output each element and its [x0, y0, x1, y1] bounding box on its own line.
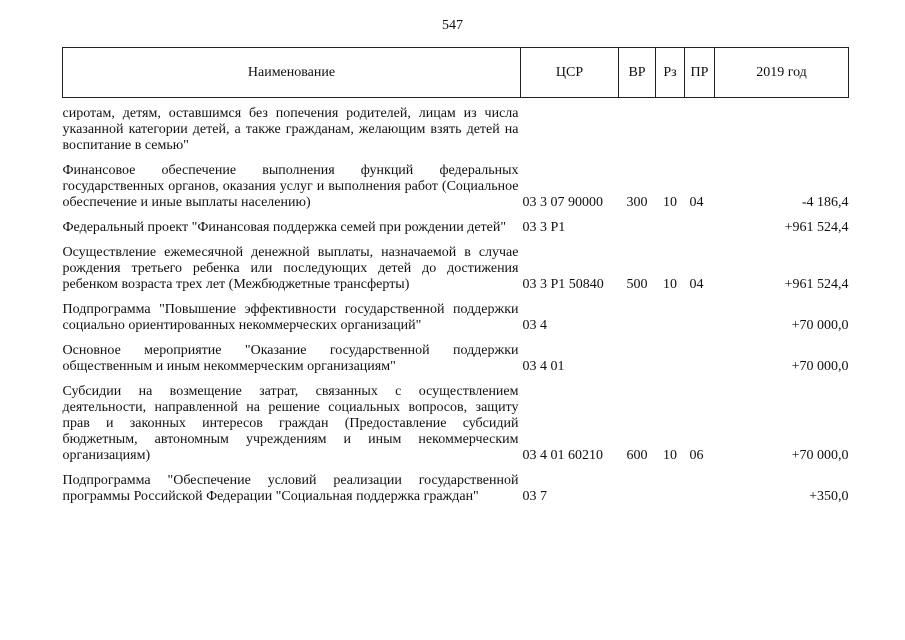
row-rz: 10 [663, 277, 677, 292]
table-row [63, 375, 849, 464]
row-vr: 600 [626, 448, 648, 463]
row-vr [619, 211, 656, 236]
row-vr [619, 293, 656, 334]
row-amount [715, 98, 849, 155]
row-name: Федеральный проект "Финансовая поддержка семей при рождении детей" [62, 220, 507, 235]
page-number: 547 [442, 18, 463, 33]
row-csr: 03 7 [522, 489, 547, 504]
row-pr [685, 464, 715, 505]
row-csr: 03 4 01 [522, 359, 565, 374]
row-name: Осуществление ежемесячной денежной выплаты, назначаемой в случае рождения третьего ребенка или последующих детей до достижения ребенком возраста трех лет (Межбюджетные трансферты) [62, 245, 519, 292]
table-row [63, 98, 849, 155]
row-vr: 300 [626, 195, 648, 210]
row-rz [656, 293, 685, 334]
row-rz [656, 98, 685, 155]
row-pr: 06 [689, 448, 704, 463]
row-rz [656, 211, 685, 236]
table-row [63, 154, 849, 211]
table-row [63, 236, 849, 293]
row-rz [656, 334, 685, 375]
table-row [63, 334, 849, 375]
header-csr: ЦСР [521, 48, 619, 98]
row-name: Финансовое обеспечение выполнения функций федеральных государственных органов, оказания услуг и выполнения работ (Социальное обеспечение и иные выплаты населению) [62, 163, 519, 210]
row-rz [656, 464, 685, 505]
row-amount: +350,0 [809, 489, 849, 504]
row-vr: 500 [626, 277, 648, 292]
row-amount: +70 000,0 [791, 318, 849, 333]
table-row [63, 464, 849, 505]
row-pr [685, 293, 715, 334]
row-pr [685, 211, 715, 236]
row-csr: 03 4 01 60210 [522, 448, 603, 463]
table-header-row [63, 48, 849, 98]
row-vr [619, 464, 656, 505]
row-vr [619, 98, 656, 155]
row-amount: +961 524,4 [784, 220, 849, 235]
row-csr: 03 3 P1 50840 [522, 277, 604, 292]
header-year: 2019 год [715, 48, 849, 98]
row-rz: 10 [663, 195, 677, 210]
row-vr [619, 334, 656, 375]
row-rz: 10 [663, 448, 677, 463]
header-name: Наименование [63, 48, 521, 98]
row-name: Основное мероприятие "Оказание государственной поддержки общественным и иным некоммерческим организациям" [62, 343, 519, 374]
row-pr: 04 [689, 277, 704, 292]
row-csr: 03 4 [522, 318, 547, 333]
row-csr [521, 98, 619, 155]
row-amount: +961 524,4 [784, 277, 849, 292]
header-rz: Рз [656, 48, 685, 98]
row-amount: +70 000,0 [791, 448, 849, 463]
row-amount: +70 000,0 [791, 359, 849, 374]
row-name: сиротам, детям, оставшимся без попечения родителей, лицам из числа указанной категории детей, а также гражданам, желающим взять детей на воспитание в семью" [62, 106, 519, 153]
table-row [63, 211, 849, 236]
row-csr: 03 3 P1 [522, 220, 566, 235]
row-pr [685, 98, 715, 155]
row-csr: 03 3 07 90000 [522, 195, 603, 210]
row-name: Субсидии на возмещение затрат, связанных с осуществлением деятельности, направленной на решение социальных вопросов, защиту прав и законных интересов граждан (Предоставление субсидий бюджетным, автономным учреждениям и иным некоммерческим организациям) [62, 384, 519, 463]
table-row [63, 293, 849, 334]
budget-table [62, 47, 849, 505]
row-name: Подпрограмма "Обеспечение условий реализации государственной программы Российской Федерации "Социальная поддержка граждан" [62, 473, 519, 504]
row-pr [685, 334, 715, 375]
row-amount: -4 186,4 [801, 195, 849, 210]
header-pr: ПР [685, 48, 715, 98]
header-vr: ВР [619, 48, 656, 98]
row-name: Подпрограмма "Повышение эффективности государственной поддержки социально ориентированных некоммерческих организаций" [62, 302, 519, 333]
row-pr: 04 [689, 195, 704, 210]
